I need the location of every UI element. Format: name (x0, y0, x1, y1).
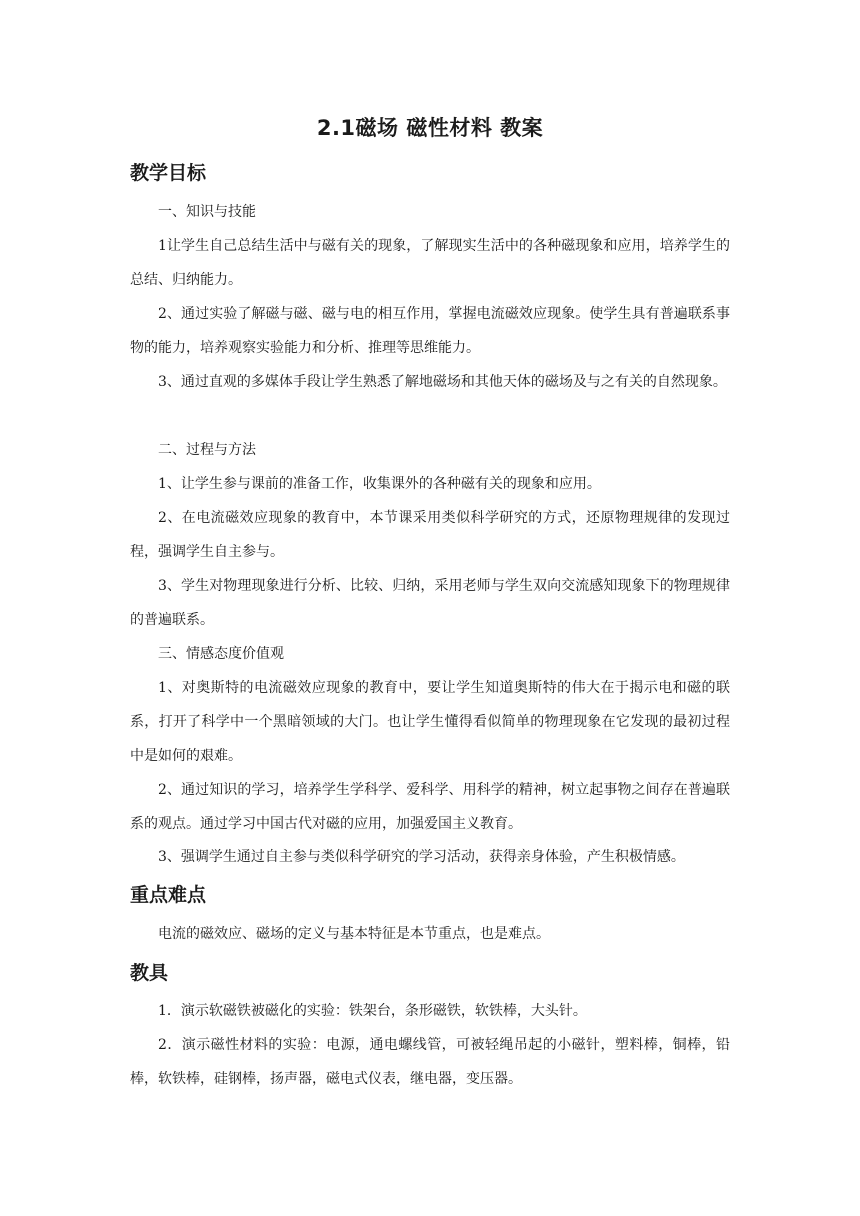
document-title: 2.1磁场 磁性材料 教案 (316, 116, 544, 140)
paragraph: 1．演示软磁铁被磁化的实验：铁架台，条形磁铁，软铁棒，大头针。 (158, 1003, 587, 1019)
paragraph: 1、让学生参与课前的准备工作，收集课外的各种磁有关的现象和应用。 (158, 476, 601, 492)
paragraph: 2、通过实验了解磁与磁、磁与电的相互作用，掌握电流磁效应现象。使学生具有普遍联系事物的能力，培养观察实验能力和分析、推理等思维能力。 (130, 306, 730, 356)
paragraph: 2、在电流磁效应现象的教育中，本节课采用类似科学研究的方式，还原物理规律的发现过程，强调学生自主参与。 (130, 510, 730, 560)
subheading-process: 二、过程与方法 (158, 442, 256, 458)
heading-goals: 教学目标 (130, 162, 207, 184)
heading-tools: 教具 (130, 962, 169, 984)
subheading-knowledge: 一、知识与技能 (158, 204, 256, 220)
paragraph: 2、通过知识的学习，培养学生学科学、爱科学、用科学的精神，树立起事物之间存在普遍联系的观点。通过学习中国古代对磁的应用，加强爱国主义教育。 (130, 782, 730, 832)
paragraph: 1、对奥斯特的电流磁效应现象的教育中，要让学生知道奥斯特的伟大在于揭示电和磁的联系，打开了科学中一个黑暗领域的大门。也让学生懂得看似简单的物理现象在它发现的最初过程中是如何的艰难。 (130, 680, 730, 764)
paragraph: 电流的磁效应、磁场的定义与基本特征是本节重点，也是难点。 (158, 926, 550, 942)
heading-key-points: 重点难点 (130, 884, 207, 906)
subheading-attitude: 三、情感态度价值观 (158, 646, 284, 662)
paragraph: 1让学生自己总结生活中与磁有关的现象，了解现实生活中的各种磁现象和应用，培养学生的总结、归纳能力。 (130, 238, 730, 288)
paragraph: 2．演示磁性材料的实验：电源，通电螺线管，可被轻绳吊起的小磁针，塑料棒，铜棒，铅棒，软铁棒，硅钢棒，扬声器，磁电式仪表，继电器，变压器。 (130, 1037, 730, 1087)
paragraph: 3、通过直观的多媒体手段让学生熟悉了解地磁场和其他天体的磁场及与之有关的自然现象。 (158, 374, 727, 390)
paragraph: 3、强调学生通过自主参与类似科学研究的学习活动，获得亲身体验，产生积极情感。 (158, 849, 685, 865)
paragraph: 3、学生对物理现象进行分析、比较、归纳，采用老师与学生双向交流感知现象下的物理规律的普遍联系。 (130, 578, 730, 628)
